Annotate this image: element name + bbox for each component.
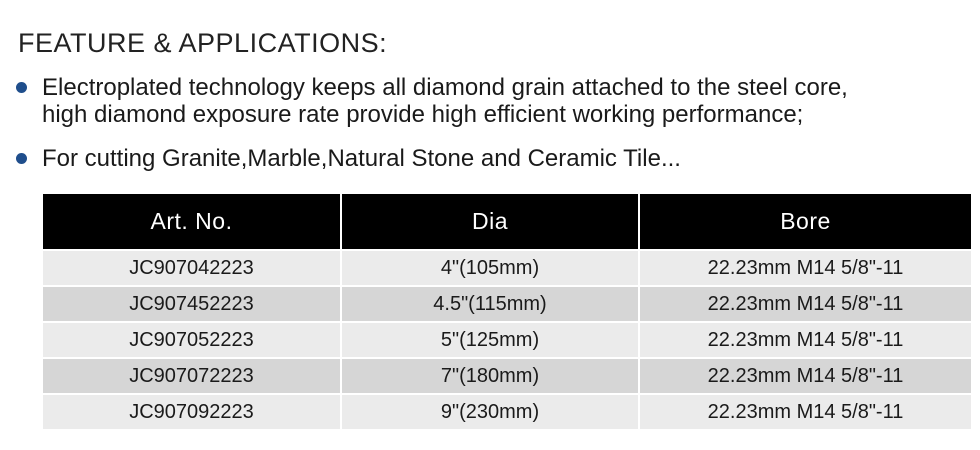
column-header-bore: Bore bbox=[639, 194, 971, 250]
cell-bore: 22.23mm M14 5/8"-11 bbox=[639, 286, 971, 322]
feature-text-line: For cutting Granite,Marble,Natural Stone and Ceramic Tile... bbox=[42, 145, 681, 172]
feature-item bbox=[14, 74, 964, 128]
cell-dia: 4"(105mm) bbox=[341, 250, 639, 286]
cell-art-no: JC907072223 bbox=[43, 358, 341, 394]
cell-bore: 22.23mm M14 5/8"-11 bbox=[639, 250, 971, 286]
cell-bore: 22.23mm M14 5/8"-11 bbox=[639, 394, 971, 429]
column-header-dia: Dia bbox=[341, 194, 639, 250]
feature-item bbox=[14, 145, 964, 172]
cell-art-no: JC907452223 bbox=[43, 286, 341, 322]
table-header-row bbox=[43, 194, 971, 250]
section-heading: FEATURE & APPLICATIONS: bbox=[18, 28, 388, 58]
feature-list bbox=[14, 74, 964, 172]
cell-dia: 7"(180mm) bbox=[341, 358, 639, 394]
table-row bbox=[43, 358, 971, 394]
cell-art-no: JC907092223 bbox=[43, 394, 341, 429]
table-row bbox=[43, 322, 971, 358]
cell-dia: 5"(125mm) bbox=[341, 322, 639, 358]
cell-dia: 9"(230mm) bbox=[341, 394, 639, 429]
cell-art-no: JC907042223 bbox=[43, 250, 341, 286]
bullet-dot-icon bbox=[16, 153, 27, 164]
feature-text-line: high diamond exposure rate provide high efficient working performance; bbox=[42, 101, 804, 128]
table-row bbox=[43, 250, 971, 286]
table-row bbox=[43, 286, 971, 322]
column-header-art-no: Art. No. bbox=[43, 194, 341, 250]
spec-table bbox=[43, 194, 971, 429]
cell-art-no: JC907052223 bbox=[43, 322, 341, 358]
table-row bbox=[43, 394, 971, 429]
cell-bore: 22.23mm M14 5/8"-11 bbox=[639, 322, 971, 358]
cell-dia: 4.5"(115mm) bbox=[341, 286, 639, 322]
bullet-dot-icon bbox=[16, 82, 27, 93]
feature-text-line: Electroplated technology keeps all diamond grain attached to the steel core, bbox=[42, 74, 848, 101]
cell-bore: 22.23mm M14 5/8"-11 bbox=[639, 358, 971, 394]
